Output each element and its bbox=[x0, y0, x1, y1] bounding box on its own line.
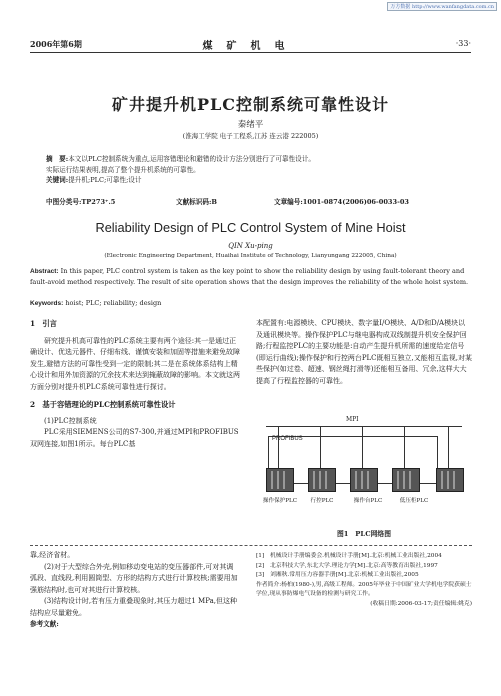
watermark-stamp: 万方数据 http://www.wanfangdata.com.cn bbox=[387, 2, 497, 11]
chinese-abstract bbox=[46, 154, 466, 186]
author-bio: 作者简介:杨柏(1980-),男,高级工程师。2005年毕业于中国矿业大学机电学院获硕士学位,现从事防爆电气设备的检测与研究工作。 bbox=[256, 581, 472, 598]
bottom-left-column bbox=[30, 550, 240, 631]
right-paragraph: 本配置有:电源模块、CPU模块、数字量I/O模块、A/D和D/A模块以及通讯模块等。操作保护PLC与继电器构成双线制提升机安全保护回路;行程监控PLC的主要功能是:自动产生提升机所需的速度给定信号(即运行曲线);操作保护和行控两台PLC既相互独立,又能相互监视,对某些保护(如过卷、超速、钢丝绳打滑等)还能相互备用、冗余,这样大大提高了行程监控器的可靠性。 bbox=[256, 319, 472, 385]
english-title: Reliability Design of PLC Control System of Mine Hoist bbox=[95, 220, 406, 235]
references-list bbox=[256, 552, 472, 610]
english-abstract-label: Abstract: bbox=[30, 268, 59, 275]
figure-label-4: 低压柜PLC bbox=[399, 498, 429, 504]
bottom-paragraph-3: (3)结构设计时,若有压力重叠现象时,其压力超过1 MPa,但这种结构应尽量避免。 bbox=[30, 597, 238, 617]
reference-2: [2] 北京科技大学,东北大学.理论力学[M].北京:高等教育出版社,1997 bbox=[256, 562, 438, 569]
english-keywords-label: Keywords: bbox=[30, 300, 64, 307]
mpi-label: MPI bbox=[346, 416, 359, 423]
plc-rack-4 bbox=[392, 468, 420, 492]
section-1-heading: 1 引言 bbox=[30, 319, 57, 328]
section-divider bbox=[30, 545, 472, 546]
reference-1: [1] 机械设计手册编委会.机械设计手册[M].北京:机械工业出版社,2004 bbox=[256, 553, 442, 559]
bottom-paragraph-2: (2)对于大型综合外壳,例如移动变电站的变压器部件,可对其调弧段、直线段,利用圆筒型、方形的结构方式进行计算校核;需要用加强筋结构时,也可对其进行计算校核。 bbox=[30, 562, 238, 594]
plc-rack-5 bbox=[436, 468, 464, 492]
english-keywords-text: hoist; PLC; reliability; design bbox=[65, 299, 162, 307]
keywords-label: 关键词: bbox=[46, 176, 69, 185]
clc-number: 中图分类号:TP273⁺.5 bbox=[46, 198, 116, 206]
profibus-label: PROFIBUS bbox=[272, 436, 303, 442]
english-affiliation: (Electronic Engineering Department, Huaihai Institute of Technology, Lianyungang 222005, China) bbox=[104, 253, 397, 259]
affiliation: (淮海工学院 电子工程系,江苏 连云港 222005) bbox=[182, 132, 319, 140]
abstract-text-2: 实际运行结果表明,提高了整个提升机系统的可靠性。 bbox=[46, 165, 200, 174]
figure-caption: 图1 PLC网络图 bbox=[336, 530, 391, 538]
figure-label-2: 行控PLC bbox=[310, 498, 334, 504]
plc-rack-1 bbox=[266, 468, 294, 492]
keywords-text: 提升机;PLC;可靠性;设计 bbox=[68, 176, 142, 185]
right-column bbox=[256, 318, 472, 387]
subsection-2-1-heading: (1)PLC控制系统 bbox=[44, 416, 97, 425]
bottom-paragraph-1: 靠,经济省材。 bbox=[30, 551, 75, 559]
section-2-heading: 2 基于容错理论的PLC控制系统可靠性设计 bbox=[30, 400, 176, 409]
figure-label-1: 操作保护PLC bbox=[262, 498, 298, 504]
header-issue: 2006年第6期 bbox=[30, 39, 82, 49]
abstract-label: 摘 要: bbox=[46, 155, 69, 163]
reference-3: [3] 刘湘秋.常用压力容器手册[M].北京:机械工业出版社,2005 bbox=[256, 572, 419, 579]
article-number: 文章编号:1001-0874(2006)06-0033-03 bbox=[274, 198, 410, 206]
received-date: (收稿日期:2006-03-17;责任编辑:姚克) bbox=[370, 600, 472, 607]
references-label: 参考文献: bbox=[30, 620, 59, 628]
english-keywords bbox=[30, 299, 472, 307]
english-abstract bbox=[30, 266, 472, 287]
left-column bbox=[30, 318, 240, 450]
doc-code: 文献标识码:B bbox=[176, 198, 217, 206]
plc-rack-2 bbox=[308, 468, 336, 492]
figure-plc-network bbox=[258, 416, 470, 526]
mpi-bus-line bbox=[266, 426, 462, 427]
figure-label-3: 操作台PLC bbox=[353, 498, 383, 504]
english-author: QIN Xu-ping bbox=[228, 242, 273, 250]
section-1-paragraph: 研究提升机高可靠性的PLC系统主要有两个途径:其一是通过正确设计、优选元器件、仔细布线、谨慎安装和加固等措施来避免故障发生,避错方法的可靠性受到一定的限制;其二是在系统体系结构上精心设计和用外加资源的冗余技术来达到掩蔽故障的影响。本文就这两方面分别对提升机PLC系统可靠性进行探讨。 bbox=[30, 336, 240, 391]
running-header bbox=[30, 38, 471, 53]
abstract-text-1: 本文以PLC控制系统为重点,运用容错理论和避错的设计方法分别进行了可靠性设计。 bbox=[68, 155, 315, 163]
author: 秦绪平 bbox=[237, 120, 264, 130]
paper-title: 矿井提升机PLC控制系统可靠性设计 bbox=[111, 95, 390, 114]
plc-rack-3 bbox=[350, 468, 378, 492]
header-journal: 煤矿机电 bbox=[202, 41, 299, 52]
mpi-drop-5 bbox=[448, 426, 449, 468]
english-abstract-text: In this paper, PLC control system is taken as the key point to show the reliability design by using fault-tolerant theory and fault-avoid method respectively. The result of site operation shows that the design improves the reliability of the whole hoist system. bbox=[30, 267, 469, 286]
header-page-number: ·33· bbox=[455, 39, 471, 48]
section-2-paragraph: PLC采用SIEMENS公司的S7-300,并通过MPI和PROFIBUS双网连接,如图1所示。每台PLC基 bbox=[30, 428, 239, 448]
